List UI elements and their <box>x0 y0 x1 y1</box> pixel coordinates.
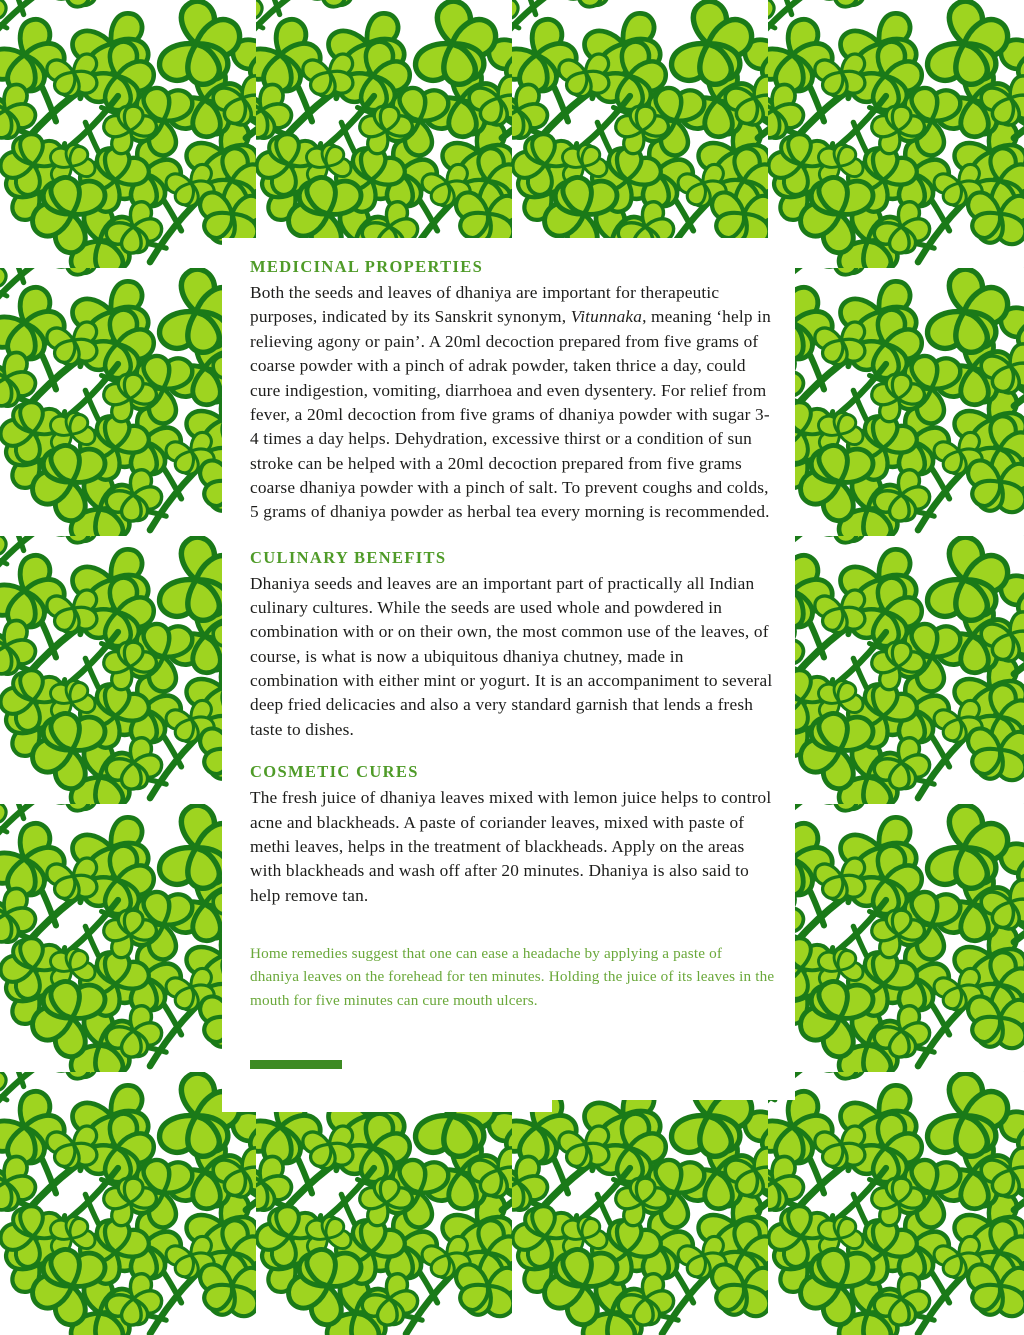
section-culinary-benefits <box>250 549 775 743</box>
paragraph-text-part-1: Both the seeds and leaves of dhaniya are important for therapeutic purposes, indicated by its Sanskrit synonym, <box>250 283 720 327</box>
paragraph-culinary-benefits: Dhaniya seeds and leaves are an important part of practically all Indian culinary cultures. While the seeds are used whole and powdered in combination with or on their own, the most common use of the leaves, of course, is what is now a ubiquitous dhaniya chutney, made in combination with either mint or yogurt. It is an accompaniment to several deep fried delicacies and also a very standard garnish that lends a fresh taste to dishes. <box>250 573 773 739</box>
section-heading-culinary-benefits: CULINARY BENEFITS <box>250 547 447 567</box>
section-heading-cosmetic-cures: COSMETIC CURES <box>250 762 419 782</box>
paragraph-text-part-2: , meaning ‘help in relieving agony or pain’. A 20ml decoction prepared from five grams of coarse powder with a pinch of adrak powder, taken thrice a day, could cure indigestion, vomiting, diarrhoea and even dysentery. For relief from fever, a 20ml decoction from five grams of dhaniya powder with sugar 3-4 times a day helps. Dehydration, excessive thirst or a condition of sun stroke can be helped with a 20ml decoction prepared from five grams coarse dhaniya powder with a pinch of salt. To prevent coughs and colds, 5 grams of dhaniya powder as herbal tea every morning is recommended. <box>250 307 771 522</box>
section-cosmetic-cures <box>250 763 775 908</box>
paragraph-medicinal-properties <box>250 281 775 524</box>
content-panel-foot <box>222 1098 552 1112</box>
pull-note-home-remedies: Home remedies suggest that one can ease a headache by applying a paste of dhaniya leaves on the forehead for ten minutes. Holding the juice of its leaves in the mouth for five minutes can cure mouth ulcers. <box>250 944 775 1009</box>
article-body <box>250 258 775 1012</box>
sanskrit-term: Vitunnaka <box>570 307 643 327</box>
paragraph-cosmetic-cures: The fresh juice of dhaniya leaves mixed with lemon juice helps to control acne and blackheads. A paste of coriander leaves, mixed with paste of methi leaves, helps in the treatment of blackheads. Apply on the areas with blackheads and wash off after 20 minutes. Dhaniya is also said to help remove tan. <box>250 788 772 905</box>
section-heading-medicinal-properties: MEDICINAL PROPERTIES <box>250 257 484 276</box>
decorative-rule <box>250 1060 342 1069</box>
section-medicinal-properties <box>250 258 775 525</box>
